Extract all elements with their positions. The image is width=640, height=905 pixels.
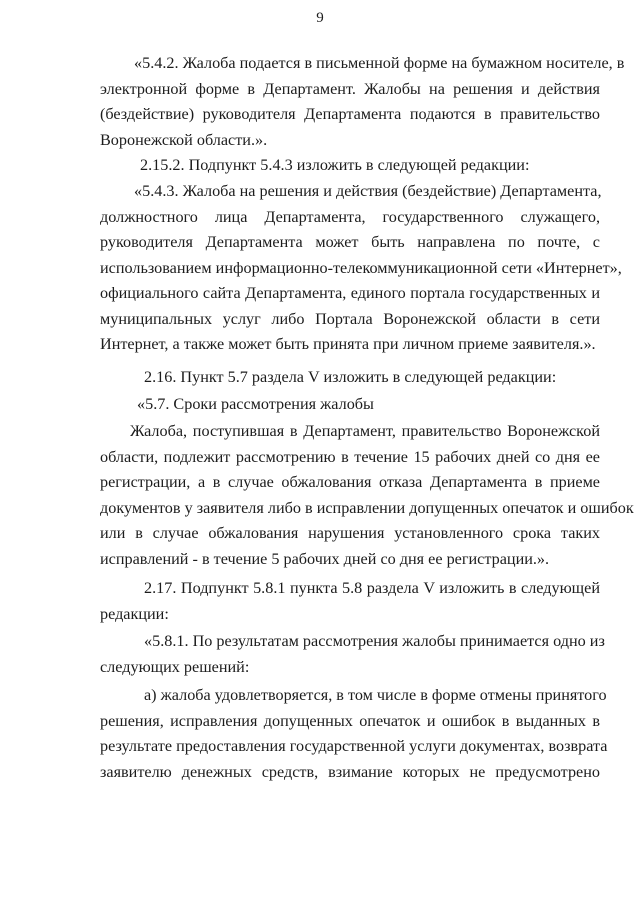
text-line: заявителю денежных средств, взимание которых не предусмотрено (100, 762, 600, 781)
text-line: Воронежской области.». (100, 130, 268, 149)
text-line: решения, исправления допущенных опечаток и ошибок в выданных в (100, 711, 600, 730)
text-line: 2.15.2. Подпункт 5.4.3 изложить в следующей редакции: (140, 156, 530, 174)
page-number: 9 (316, 10, 324, 26)
paragraph-item-a (100, 683, 608, 785)
paragraph-5-4-3 (100, 179, 622, 358)
text-line: регистрации, а в случае обжалования отказа Департамента в приеме (100, 473, 600, 491)
text-line: муниципальных услуг либо Портала Воронежской области в сети (100, 309, 600, 328)
paragraph-5-4-2 (100, 51, 625, 153)
text-line: «5.7. Сроки рассмотрения жалобы (137, 395, 374, 413)
text-line: редакции: (100, 604, 169, 623)
text-line: официального сайта Департамента, единого портала государственных и (100, 284, 600, 302)
text-line: «5.4.3. Жалоба на решения и действия (бездействие) Департамента, (134, 182, 602, 200)
text-line: результате предоставления государственной услуги документах, возврата (100, 737, 608, 755)
text-line: 2.17. Подпункт 5.8.1 пункта 5.8 раздела V изложить в следующей (144, 579, 600, 597)
paragraph-5-7-heading (100, 392, 600, 418)
text-line: «5.4.2. Жалоба подается в письменной форме на бумажном носителе, в (134, 54, 625, 72)
text-line: следующих решений: (100, 657, 250, 676)
paragraph-2-17 (100, 576, 600, 627)
text-line: Жалоба, поступившая в Департамент, правительство Воронежской (130, 422, 600, 440)
text-line: исправлений - в течение 5 рабочих дней со дня ее регистрации.». (100, 549, 550, 568)
paragraph-2-16 (100, 365, 600, 391)
text-line: электронной форме в Департамент. Жалобы на решения и действия (100, 79, 600, 98)
text-line: (бездействие) руководителя Департамента подаются в правительство (100, 105, 600, 123)
text-line: или в случае обжалования нарушения установленного срока таких (100, 524, 600, 542)
text-line: должностного лица Департамента, государственного служащего, (100, 207, 600, 226)
text-line: документов у заявителя либо в исправлении допущенных опечаток и ошибок (100, 498, 634, 517)
text-line: руководителя Департамента может быть направлена по почте, с (100, 233, 600, 251)
text-line: 2.16. Пункт 5.7 раздела V изложить в следующей редакции: (144, 368, 557, 386)
paragraph-5-7-body (100, 419, 634, 572)
text-line: «5.8.1. По результатам рассмотрения жалобы принимается одно из (144, 632, 605, 650)
text-line: а) жалоба удовлетворяется, в том числе в форме отмены принятого (144, 686, 607, 704)
text-line: использованием информационно-телекоммуникационной сети «Интернет», (100, 258, 622, 277)
text-line: Интернет, а также может быть принята при личном приеме заявителя.». (100, 335, 596, 353)
paragraph-5-8-1 (100, 629, 605, 680)
text-line: области, подлежит рассмотрению в течение 15 рабочих дней со дня ее (100, 447, 600, 466)
paragraph-2-15-2 (100, 153, 600, 179)
